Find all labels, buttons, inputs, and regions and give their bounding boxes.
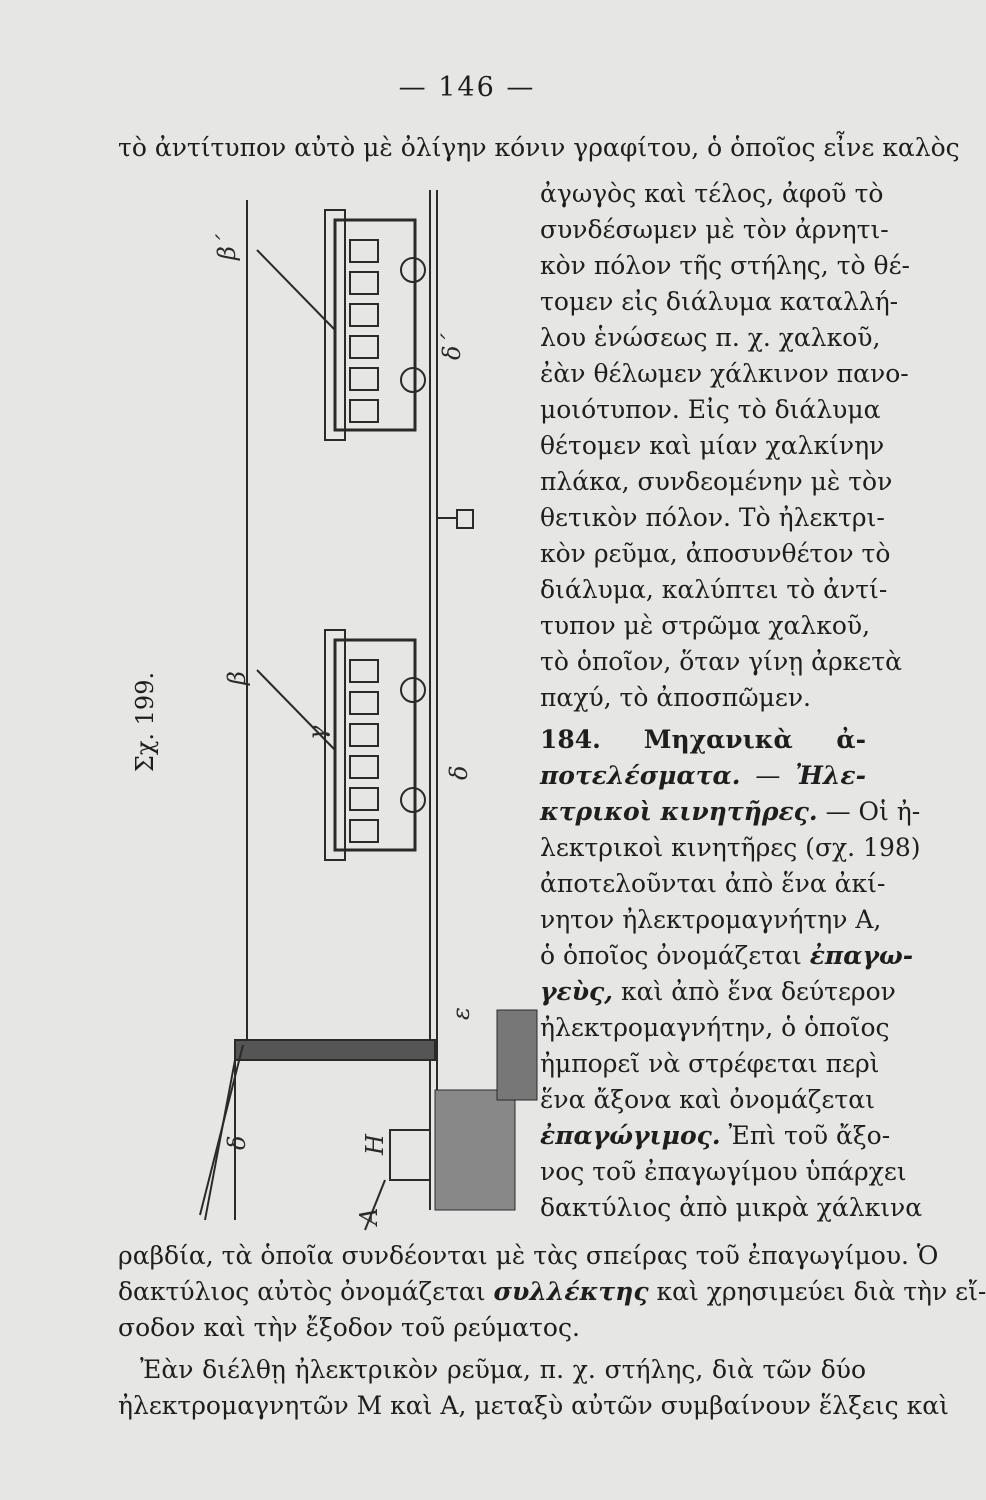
text-line: [118, 1274, 986, 1310]
text-line: ἀποτελοῦνται ἀπὸ ἕνα ἀκί-: [540, 869, 886, 898]
text-line: ἕνα ἄξονα καὶ ὀνομάζεται: [540, 1085, 875, 1114]
text-line: τομεν εἰς διάλυμα καταλλή-: [540, 287, 899, 316]
section-title: Μηχανικὰ ἀ-: [643, 725, 866, 754]
text-line: κὸν πόλον τῆς στήλης, τὸ θέ-: [540, 251, 910, 280]
text-line: [540, 794, 921, 830]
section-dash: —: [740, 761, 796, 790]
label-alpha: Α: [355, 1207, 383, 1225]
term-epagogeus: ἐπαγω-: [809, 941, 914, 970]
figure-caption: [125, 660, 165, 780]
text-line: θετικὸν πόλον. Τὸ ἠλεκτρι-: [540, 503, 885, 532]
power-house-wall: [235, 1040, 435, 1060]
text-line: σοδον καὶ τὴν ἔξοδον τοῦ ρεύματος.: [118, 1313, 580, 1342]
text-run: δακτύλιος αὐτὸς ὀνομάζεται: [118, 1277, 486, 1306]
term-epagogimos: ἐπαγώγιμος.: [540, 1121, 721, 1150]
label-delta-prime: δ΄: [438, 333, 466, 360]
text-line: πλάκα, συνδεομένην μὲ τὸν: [540, 467, 893, 496]
text-line: παχύ, τὸ ἀποσπῶμεν.: [540, 683, 811, 712]
text-line: τὸ ἀντίτυπον αὐτὸ μὲ ὀλίγην κόνιν γραφίτου, ὁ ὁποῖος εἶνε καλὸς: [118, 133, 960, 162]
text-line: τὸ ὁποῖον, ὅταν γίνῃ ἀρκετὰ: [540, 647, 902, 676]
text-line: [540, 938, 914, 974]
section-number: 184.: [540, 725, 601, 754]
term-syllektis: συλλέκτης: [493, 1277, 649, 1306]
text-line: συνδέσωμεν μὲ τὸν ἀρνητι-: [540, 215, 889, 244]
label-beta-prime: β΄: [213, 234, 241, 260]
section-title-cont: ποτελέσματα.: [540, 761, 741, 790]
text-run: καὶ ἀπὸ ἕνα δεύτερον: [620, 977, 896, 1006]
tram-car-1-wheel: [401, 368, 425, 392]
text-line: νος τοῦ ἐπαγωγίμου ὑπάρχει: [540, 1157, 907, 1186]
label-gamma: γ: [303, 725, 331, 740]
subtitle-cont: κτρικοὶ κινητῆρες.: [540, 797, 818, 826]
text-line: θέτομεν καὶ μίαν χαλκίνην: [540, 431, 885, 460]
label-delta: δ: [445, 765, 473, 780]
text-line: δακτύλιος ἀπὸ μικρὰ χάλκινα: [540, 1193, 923, 1222]
figure-caption-text: Σχ. 199.: [131, 671, 159, 773]
page-number: — 146 —: [398, 72, 536, 103]
text-line: [540, 974, 896, 1010]
subtitle: Ἠλε-: [795, 761, 866, 790]
text-line: ἠλεκτρομαγνήτην, ὁ ὁποῖος: [540, 1013, 890, 1042]
tram-car-2-wheel: [401, 678, 425, 702]
tram-car-1-windows: [350, 240, 378, 422]
tram-car-2-windows: [350, 660, 378, 842]
roof: [200, 1045, 243, 1215]
text-run: καὶ χρησιμεύει διὰ τὴν εἴ-: [656, 1277, 986, 1306]
label-epsilon: ε: [447, 1007, 475, 1020]
text-line: νητον ἠλεκτρομαγνήτην Α,: [540, 905, 882, 934]
text-run: ὁ ὁποῖος ὀνομάζεται: [540, 941, 802, 970]
subtitle-follow: — Οἱ ἠ-: [825, 797, 921, 826]
text-line: ραβδία, τὰ ὁποῖα συνδέονται μὲ τὰς σπείρας τοῦ ἐπαγωγίμου. Ὁ: [118, 1241, 939, 1270]
text-line: κὸν ρεῦμα, ἀποσυνθέτον τὸ: [540, 539, 891, 568]
text-line: λεκτρικοὶ κινητῆρες (σχ. 198): [540, 833, 921, 862]
label-eta: Η: [361, 1134, 389, 1155]
tram-car-2-wheel: [401, 788, 425, 812]
label-delta-2: δ: [223, 1135, 251, 1150]
text-run: Ἐπὶ τοῦ ἄξο-: [728, 1121, 891, 1150]
tram-figure: [185, 180, 545, 1240]
label-beta: β: [223, 671, 251, 685]
text-line: λου ἑνώσεως π. χ. χαλκοῦ,: [540, 323, 881, 352]
text-line: μοιότυπον. Εἰς τὸ διάλυμα: [540, 395, 881, 424]
text-line: ἠμπορεῖ νὰ στρέφεται περὶ: [540, 1049, 880, 1078]
text-line: ἀγωγὸς καὶ τέλος, ἀφοῦ τὸ: [540, 179, 884, 208]
term-epagogeus-cont: γεὺς,: [540, 977, 613, 1006]
trolley-pole-1: [257, 250, 335, 330]
rail-box: [457, 510, 473, 528]
masonry: [497, 1010, 537, 1100]
text-line: Ἐὰν διέλθῃ ἠλεκτρικὸν ρεῦμα, π. χ. στήλης, διὰ τῶν δύο: [140, 1355, 866, 1384]
text-line: [540, 758, 866, 794]
text-line: ἐὰν θέλωμεν χάλκινον πανο-: [540, 359, 909, 388]
dynamo: [390, 1130, 430, 1180]
section-heading: [540, 722, 866, 758]
foundation: [435, 1090, 515, 1210]
text-line: τυπον μὲ στρῶμα χαλκοῦ,: [540, 611, 871, 640]
text-line: [540, 1118, 891, 1154]
text-line: διάλυμα, καλύπτει τὸ ἀντί-: [540, 575, 888, 604]
tram-car-1-wheel: [401, 258, 425, 282]
text-line: ἠλεκτρομαγνητῶν Μ καὶ Α, μεταξὺ αὐτῶν συμβαίνουν ἕλξεις καὶ: [118, 1391, 949, 1420]
